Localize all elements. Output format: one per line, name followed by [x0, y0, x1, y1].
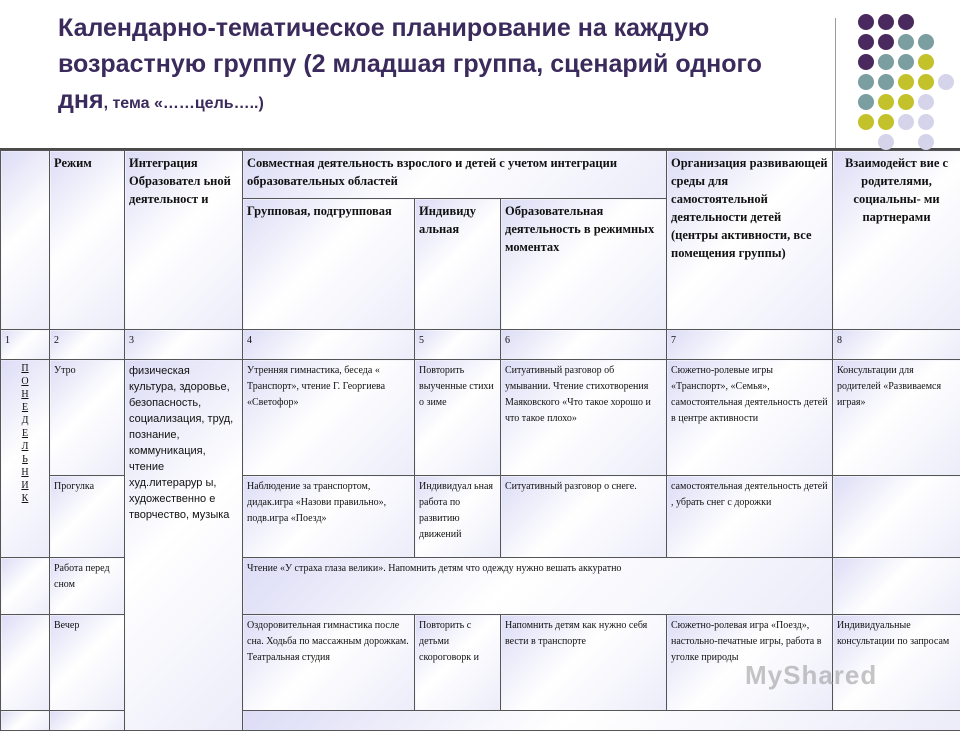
header-regime-moments: Образовательная деятельность в режимных моментах	[501, 199, 667, 330]
dot	[918, 54, 934, 70]
col-number: 4	[243, 330, 415, 360]
dot	[878, 34, 894, 50]
column-number-row	[1, 330, 960, 360]
evening-parents: Индивидуальные консультации по запросам	[833, 615, 960, 711]
decorative-dot-grid	[852, 14, 960, 154]
day-letter: Н	[1, 388, 49, 401]
morning-group: Утренняя гимнастика, беседа « Транспорт», чтение Г. Георгиева «Светофор»	[243, 360, 415, 476]
col-number: 7	[667, 330, 833, 360]
before-sleep-activity: Чтение «У страха глаза велики». Напомнить детям что одежду нужно вешать аккуратно	[243, 558, 833, 615]
dot	[878, 134, 894, 150]
evening-individual: Повторить с детьми скороговорк и	[415, 615, 501, 711]
col-number: 1	[1, 330, 50, 360]
evening-environment: Сюжетно-ролевая игра «Поезд», настольно-печатные игры, работа в уголке природы	[667, 615, 833, 711]
col-number: 6	[501, 330, 667, 360]
dot	[858, 114, 874, 130]
col-number: 3	[125, 330, 243, 360]
dot	[878, 54, 894, 70]
dot	[858, 54, 874, 70]
dot	[918, 134, 934, 150]
dot	[858, 34, 874, 50]
dot	[898, 114, 914, 130]
evening-group: Оздоровительная гимнастика после сна. Ходьба по массажным дорожкам. Театральная студия	[243, 615, 415, 711]
walk-parents	[833, 476, 960, 558]
col-number: 2	[50, 330, 125, 360]
col-number: 5	[415, 330, 501, 360]
regime-morning: Утро	[50, 360, 125, 476]
header-environment: Организация развивающей среды для самостоятельной деятельности детей (центры активности, все помещения группы)	[667, 151, 833, 330]
header-parents: Взаимодейст вие с родителями, социальны- ми партнерами	[833, 151, 960, 330]
planning-table	[0, 150, 960, 731]
day-cell-empty	[1, 711, 50, 731]
header-day-cell	[1, 151, 50, 330]
day-letter: К	[1, 492, 49, 505]
dot	[898, 54, 914, 70]
regime-before-sleep: Работа перед сном	[50, 558, 125, 615]
dot	[898, 34, 914, 50]
title-topic: , тема «……цель…..)	[104, 95, 264, 112]
row-morning	[1, 360, 960, 476]
day-cell-empty	[1, 615, 50, 711]
dot	[878, 74, 894, 90]
header-integration: Интеграция Образовател ьной деятельност и	[125, 151, 243, 330]
regime-evening: Вечер	[50, 615, 125, 711]
day-label-monday	[1, 360, 50, 558]
dot	[898, 94, 914, 110]
day-letter: О	[1, 375, 49, 388]
day-letter: Е	[1, 401, 49, 414]
day-letter: П	[1, 362, 49, 375]
morning-moments: Ситуативный разговор об умывании. Чтение стихотворения Маяковского «Что такое хорошо и что такое плохо»	[501, 360, 667, 476]
page-title	[58, 10, 818, 122]
before-sleep-parents	[833, 558, 960, 615]
day-letter: Е	[1, 427, 49, 440]
day-letter: И	[1, 479, 49, 492]
dot	[858, 14, 874, 30]
dot	[878, 14, 894, 30]
dot	[898, 74, 914, 90]
watermark: MyShared	[745, 660, 877, 691]
dot	[858, 94, 874, 110]
morning-parents: Консультации для родителей «Развиваемся играя»	[833, 360, 960, 476]
dot	[938, 74, 954, 90]
dot	[918, 94, 934, 110]
header-row	[1, 151, 960, 199]
dot	[858, 74, 874, 90]
walk-group: Наблюдение за транспортом, дидак.игра «Назови правильно», подв.игра «Поезд»	[243, 476, 415, 558]
partial-cell	[243, 711, 960, 731]
dot	[918, 74, 934, 90]
walk-individual: Индивидуал ьная работа по развитию движений	[415, 476, 501, 558]
day-letter: Н	[1, 466, 49, 479]
dot	[918, 114, 934, 130]
dot	[898, 14, 914, 30]
dot	[918, 34, 934, 50]
walk-environment: самостоятельная деятельность детей , убрать снег с дорожки	[667, 476, 833, 558]
integration-areas: физическая культура, здоровье, безопасность, социализация, труд, познание, коммуникация, чтение худ.литерарур ы, художественно е творчество, музыка	[125, 360, 243, 731]
day-letter: Ь	[1, 453, 49, 466]
title-divider-vertical	[835, 18, 836, 148]
header-individual: Индивиду альная	[415, 199, 501, 330]
dot	[878, 94, 894, 110]
walk-moments: Ситуативный разговор о снеге.	[501, 476, 667, 558]
morning-individual: Повторить выученные стихи о зиме	[415, 360, 501, 476]
col-number: 8	[833, 330, 960, 360]
title-main: Календарно-тематическое планирование на каждую возрастную группу (2 младшая группа, сценарий одного дня	[58, 14, 762, 114]
evening-moments: Напомнить детям как нужно себя вести в транспорте	[501, 615, 667, 711]
day-letter: Д	[1, 414, 49, 427]
header-group: Групповая, подгрупповая	[243, 199, 415, 330]
day-cell-empty	[1, 558, 50, 615]
regime-empty	[50, 711, 125, 731]
dot	[878, 114, 894, 130]
day-letter: Л	[1, 440, 49, 453]
header-joint-activity: Совместная деятельность взрослого и детей с учетом интеграции образовательных областей	[243, 151, 667, 199]
morning-environment: Сюжетно-ролевые игры «Транспорт», «Семья», самостоятельная деятельность детей в центре активности	[667, 360, 833, 476]
header-regime: Режим	[50, 151, 125, 330]
regime-walk: Прогулка	[50, 476, 125, 558]
